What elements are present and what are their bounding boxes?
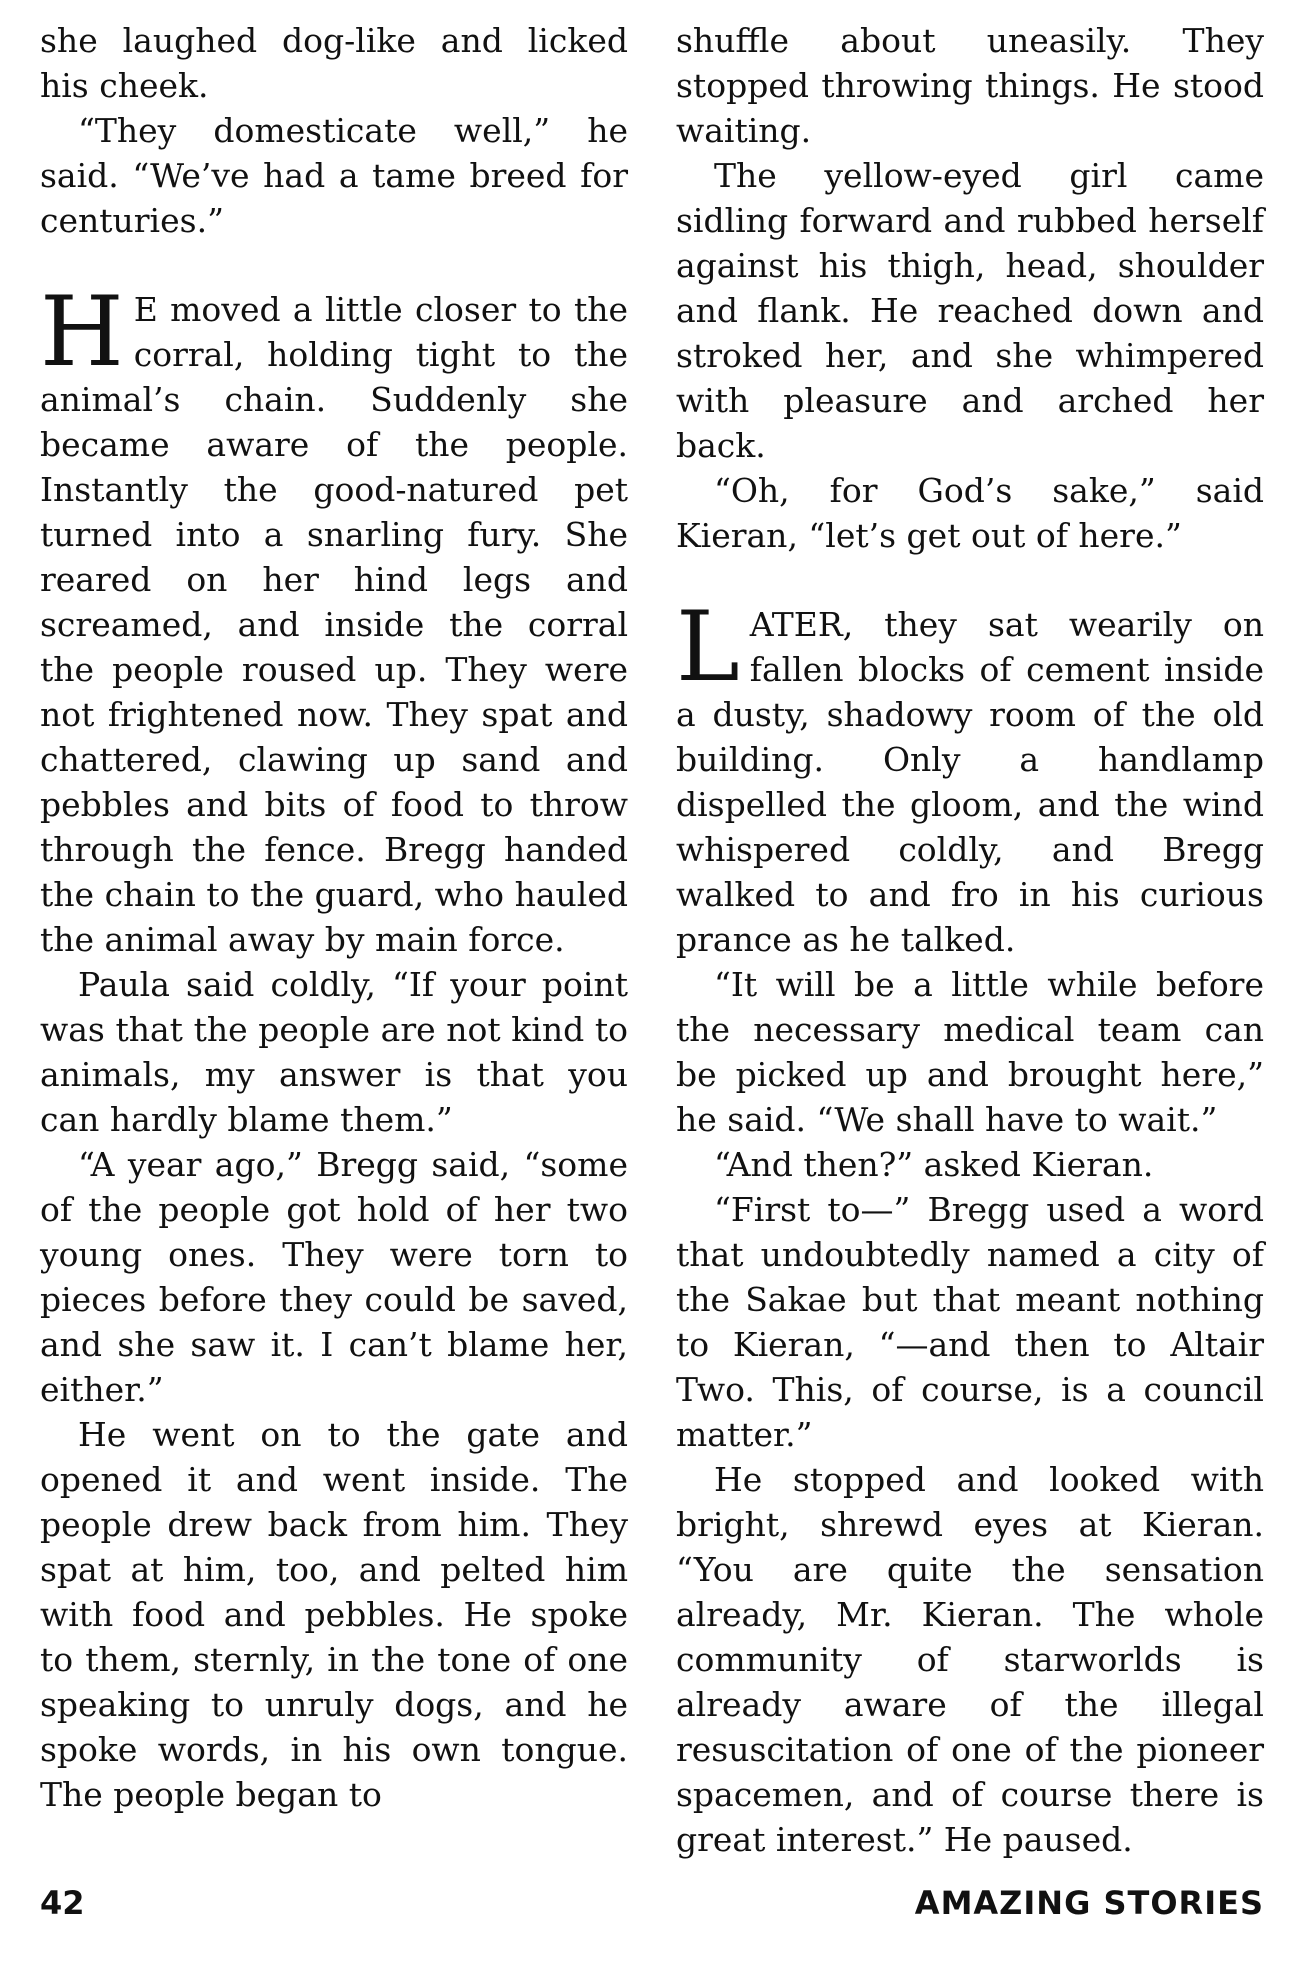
paragraph-with-dropcap <box>676 591 1264 962</box>
paragraph: Paula said coldly, “If your point was that the people are not kind to animals, my answer is that you can hardly blame them.” <box>40 965 628 1139</box>
paragraph-text: E moved a little closer to the corral, holding tight to the animal’s chain. Suddenly she became aware of the people. Instantly the good-natured pet turned into a snarling fury. She reared on her hind legs and screamed, and inside the corral the people roused up. They were not frightened now. They spat and chattered, clawing up sand and pebbles and bits of food to throw through the fence. Bregg handed the chain to the guard, who hauled the animal away by main force. <box>40 290 628 959</box>
paragraph: “First to—” Bregg used a word that undoubtedly named a city of the Sakae but that meant nothing to Kieran, “—and then to Altair Two. This, of course, is a council matter.” <box>676 1190 1264 1454</box>
magazine-page <box>40 18 1264 1878</box>
paragraph-with-dropcap <box>40 276 628 962</box>
page-footer <box>40 1884 1264 1934</box>
magazine-title: AMAZING STORIES <box>914 1884 1264 1922</box>
section-break <box>40 243 628 287</box>
paragraph: “Oh, for God’s sake,” said Kieran, “let’s get out of here.” <box>676 471 1264 555</box>
paragraph-text: ATER, they sat wearily on fallen blocks of cement inside a dusty, shadowy room of the old building. Only a handlamp dispelled the gloom, and the wind whispered coldly, and Bregg walked to and fro in his curious prance as he talked. <box>676 605 1264 959</box>
paragraph: He went on to the gate and opened it and went inside. The people drew back from him. They spat at him, too, and pelted him with food and pebbles. He spoke to them, sternly, in the tone of one speaking to unruly dogs, and he spoke words, in his own tongue. The people began to <box>40 1415 628 1814</box>
paragraph: “And then?” asked Kieran. <box>714 1145 1154 1184</box>
left-column <box>40 18 628 1817</box>
paragraph: shuffle about uneasily. They stopped throwing things. He stood waiting. <box>676 21 1264 150</box>
paragraph: she laughed dog-like and licked his cheek. <box>40 21 628 105</box>
drop-cap: L <box>676 591 740 703</box>
drop-cap: H <box>40 276 124 388</box>
right-column <box>676 18 1264 1862</box>
paragraph: “A year ago,” Bregg said, “some of the people got hold of her two young ones. They were torn to pieces before they could be saved, and she saw it. I can’t blame her, either.” <box>40 1145 628 1409</box>
paragraph: The yellow-eyed girl came sidling forward and rubbed herself against his thigh, head, shoulder and flank. He reached down and stroked her, and she whimpered with pleasure and arched her back. <box>676 156 1264 465</box>
paragraph: “It will be a little while before the necessary medical team can be picked up and brought here,” he said. “We shall have to wait.” <box>676 965 1264 1139</box>
paragraph: He stopped and looked with bright, shrewd eyes at Kieran. “You are quite the sensation already, Mr. Kieran. The whole community of starworlds is already aware of the illegal resuscitation of one of the pioneer spacemen, and of course there is great interest.” He paused. <box>676 1460 1264 1859</box>
paragraph: “They domesticate well,” he said. “We’ve had a tame breed for centuries.” <box>40 111 628 240</box>
section-break <box>676 558 1264 602</box>
page-number: 42 <box>40 1884 85 1922</box>
